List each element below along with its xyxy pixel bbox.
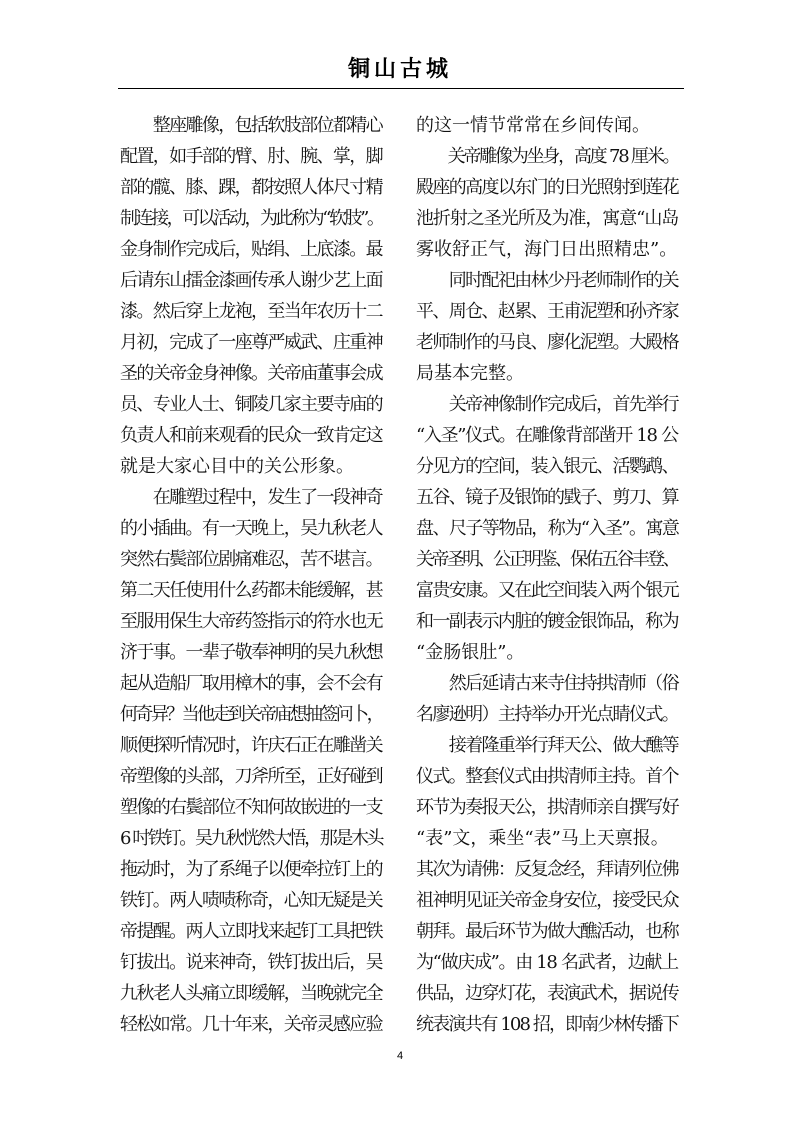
text-line: 钉拔出。说来神奇，铁钉拔出后，吴 xyxy=(120,952,382,973)
text-line: 至服用保生大帝药签指示的符水也无 xyxy=(120,611,382,632)
text-line: 突然右鬓部位剧痛难忍，苦不堪言。 xyxy=(120,549,382,570)
text-line: 池折射之圣光所及为准，寓意“山岛 xyxy=(416,208,679,229)
text-line: 月初，完成了一座尊严威武、庄重神 xyxy=(120,332,382,353)
text-line: 朝拜。最后环节为做大醮活动，也称 xyxy=(416,921,678,942)
page-header-title: 铜山古城 xyxy=(347,56,452,82)
text-line: 为“做庆成”。由 18 名武者，边献上 xyxy=(416,952,678,973)
header-divider xyxy=(118,88,684,89)
text-line: 济于事。一辈子敬奉神明的吴九秋想 xyxy=(120,642,382,663)
text-line: 何奇异？当他走到关帝庙想抽签问卜， xyxy=(120,704,382,725)
text-line: 平、周仓、赵累、王甫泥塑和孙齐家 xyxy=(416,301,678,322)
text-line: 6 吋铁钉。吴九秋恍然大悟，那是木头 xyxy=(120,828,383,849)
text-line: 的这一情节常常在乡间传闻。 xyxy=(416,115,650,136)
text-line: 金身制作完成后，贴绢、上底漆。最 xyxy=(120,239,382,260)
text-line: 帝塑像的头部，刀斧所至，正好碰到 xyxy=(120,766,382,787)
left-text-column xyxy=(120,110,382,1040)
text-line: 同时配祀由林少丹老师制作的关 xyxy=(416,270,678,291)
text-line: 和一副表示内脏的镀金银饰品，称为 xyxy=(416,611,678,632)
text-line: 然后延请古来寺住持拱清师（俗 xyxy=(416,673,678,694)
text-line: 九秋老人头痛立即缓解，当晚就完全 xyxy=(120,983,382,1004)
text-line: 统表演共有 108 招，即南少林传播下 xyxy=(416,1014,678,1035)
text-line: 祖神明见证关帝金身安位，接受民众 xyxy=(416,890,678,911)
text-line: 的小插曲。有一天晚上，吴九秋老人 xyxy=(120,518,382,539)
text-line: 在雕塑过程中，发生了一段神奇 xyxy=(120,487,382,508)
text-line: 富贵安康。又在此空间装入两个银元 xyxy=(416,580,678,601)
text-line: 员、专业人士、铜陵几家主要寺庙的 xyxy=(120,394,382,415)
text-line: 其次为请佛：反复念经，拜请列位佛 xyxy=(416,859,678,880)
text-line: 关帝雕像为坐身，高度 78 厘米。 xyxy=(416,146,679,167)
text-line: 雾收舒正气，海门日出照精忠”。 xyxy=(416,239,678,260)
text-line: 五谷、镜子及银饰的戥子、剪刀、算 xyxy=(416,487,678,508)
text-line: 起从造船厂取用樟木的事，会不会有 xyxy=(120,673,382,694)
text-line: 局基本完整。 xyxy=(416,363,524,384)
text-line: 环节为奏报天公，拱清师亲自撰写好 xyxy=(416,797,678,818)
right-text-column xyxy=(416,110,678,1040)
text-line: 第二天任使用什么药都未能缓解，甚 xyxy=(120,580,382,601)
text-line: 名廖逊明）主持举办开光点睛仪式。 xyxy=(416,704,678,725)
text-line: 接着隆重举行拜天公、做大醮等 xyxy=(416,735,678,756)
text-line: 拖动时，为了系绳子以便牵拉钉上的 xyxy=(120,859,382,880)
text-line: 制连接，可以活动，为此称为“软肢”。 xyxy=(120,208,383,229)
text-line: 后请东山擂金漆画传承人谢少艺上面 xyxy=(120,270,382,291)
text-line: 帝提醒。两人立即找来起钉工具把铁 xyxy=(120,921,382,942)
text-line: 老师制作的马良、廖化泥塑。大殿格 xyxy=(416,332,678,353)
text-line: 顺便探听情况时，许庆石正在雕凿关 xyxy=(120,735,382,756)
text-line: 配置，如手部的臂、肘、腕、掌，脚 xyxy=(120,146,382,167)
text-line: 铁钉。两人啧啧称奇，心知无疑是关 xyxy=(120,890,382,911)
page-number: 4 xyxy=(396,1050,404,1062)
text-line: “金肠银肚”。 xyxy=(416,642,525,663)
text-line: 就是大家心目中的关公形象。 xyxy=(120,456,354,477)
text-line: 轻松如常。几十年来，关帝灵感应验 xyxy=(120,1014,382,1035)
text-line: 部的髋、膝、踝，都按照人体尺寸精 xyxy=(120,177,382,198)
text-line: 分见方的空间，装入银元、活鹦鹉、 xyxy=(416,456,678,477)
text-line: 关帝神像制作完成后，首先举行 xyxy=(416,394,678,415)
text-line: 供品，边穿灯花，表演武术，据说传 xyxy=(416,983,678,1004)
text-line: 塑像的右鬓部位不知何故嵌进的一支 xyxy=(120,797,382,818)
text-line: 关帝圣明、公正明鉴、保佑五谷丰登、 xyxy=(416,549,678,570)
text-line: 殿座的高度以东门的日光照射到莲花 xyxy=(416,177,678,198)
text-line: 仪式。整套仪式由拱清师主持。首个 xyxy=(416,766,678,787)
text-line: “入圣”仪式。在雕像背部凿开 18 公 xyxy=(416,425,678,446)
text-line: 漆。然后穿上龙袍，至当年农历十二 xyxy=(120,301,382,322)
text-line: 整座雕像，包括软肢部位都精心 xyxy=(120,115,382,136)
text-line: 圣的关帝金身神像。关帝庙董事会成 xyxy=(120,363,382,384)
text-line: 盘、尺子等物品，称为“入圣”。寓意 xyxy=(416,518,679,539)
text-line: 负责人和前来观看的民众一致肯定这 xyxy=(120,425,382,446)
text-line: “表”文，乘坐“表”马上天禀报。 xyxy=(416,828,669,849)
